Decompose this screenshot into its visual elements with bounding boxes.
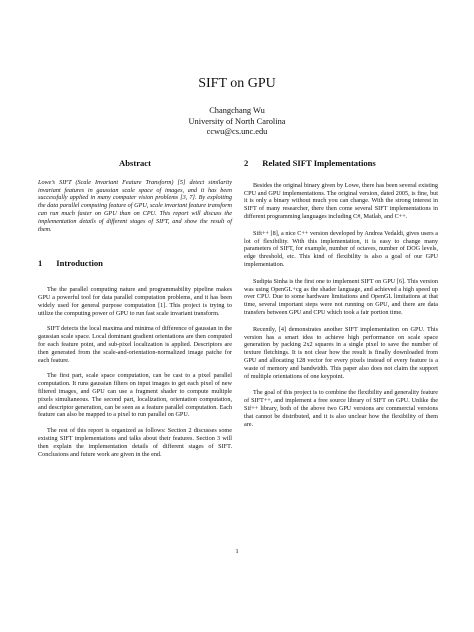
author-affiliation: University of North Carolina [188, 116, 286, 126]
section-2-paragraph: Recently, [4] demonstrates another SIFT implementation on GPU. This version has a smart idea to achieve high performance on scale space generation by packing 2x2 squares in a single pixel to save the number of texture fletchings. It is not clear how the result is finally downloaded from GPU and allocating 128 vector for every pixels instead of every feature is a waste of memory and bandwidth. This paper also does not claim the support of multiple orientations of one keypoint. [244, 325, 438, 380]
section-2-number: 2 [244, 158, 249, 168]
section-2-title: Related SIFT Implementations [262, 158, 376, 168]
abstract-text: Lowe’s SIFT (Scale Invariant Feature Transform) [5] detect similarity invariant features in gaussian scale space of images, and it has been successfully applied in many computer vision problems [3, 7]. By exploiting the data parallel computing feature of GPU, scale invariant feature transform can run much faster on GPU than on CPU. This report will discuss the implementation details of different stages of SIFT, and show the result of them. [38, 178, 232, 233]
section-1-paragraph: The the parallel computing nature and programmability pipeline makes GPU a powerful tool for data parallel computation problems, and it has been widely used for general purpose computation [1]. This project is trying to utilize the computing power of GPU to run fast scale invariant transform. [38, 286, 232, 317]
section-1-paragraph: The rest of this report is organized as follows: Section 2 discusses some existing SIFT implementations and talks about their features. Section 3 will then explain the implementation details of different stages of SIFT. Conclusions and future work are given in the end. [38, 427, 232, 458]
left-column [38, 160, 232, 466]
page-number: 1 [235, 548, 239, 555]
section-2-heading [244, 160, 438, 168]
author-name: Changchang Wu [209, 106, 265, 115]
section-1-heading [38, 260, 232, 268]
abstract-heading: Abstract [119, 158, 151, 168]
author-email: ccwu@cs.unc.edu [206, 127, 268, 136]
right-column [244, 160, 438, 437]
section-1-title: Introduction [56, 258, 103, 269]
section-1-paragraph: SIFT detects the local maxima and minima of difference of gaussian in the gaussian scale space. Local dominant gradient orientations are then computed for each feature point, and sub-pixel localization is applied. Descriptors are then generated from the scale-and-orientation-normalized image patche for each feature. [38, 325, 232, 364]
section-2-paragraph: The goal of this project is to combine the flexibility and generality feature of SIFT++, and implement a free source library of SIFT on GPU. Unlike the Sif++ library, both of the above two GPU versions are commercial versions that cannot be distributed, and it is also unclear how the flexibility of them are. [244, 389, 438, 428]
section-2-paragraph: Besides the original binary given by Lowe, there has been several existing CPU and GPU implementations. The original version, dated 2005, is fine, but it is only a binary without much you can change. With the strong interest in SIFT of many researcher, there then come several SIFT implementations in different programming languages including C#, Matlab, and C++. [244, 181, 438, 220]
paper-title: SIFT on GPU [198, 76, 276, 91]
section-1-number: 1 [38, 258, 43, 269]
section-2-paragraph: Sudipta Sinha is the first one to implement SIFT on GPU [6]. This version was using OpenGL+cg as the shader language, and achieved a high speed up over CPU. Due to some hardware limitations and OpenGL limitations at that time, several important steps were not running on GPU, and there are data transfers between GPU and CPU which took a fair portion time. [244, 277, 438, 316]
section-1-paragraph: The first part, scale space computation, can be cast to a pixel parallel computation. It runs gaussian filters on input images to get each pixel of new filtered images, and GPU can use a fragment shader to compute multiple pixels simultaneous. The second part, localization, orientation computation, and descriptor generation, can be seen as a feature parallel computation. Each feature can also be mapped to a pixel to run parallel on GPU. [38, 372, 232, 419]
section-2-paragraph: Sift++ [8], a nice C++ version developed by Andrea Vedaldi, gives users a lot of flexibility. With this implementation, it is easy to change many parameters of SIFT, for example, number of octaves, number of DOG levels, edge threshold, etc. This kind of flexibility is also a goal of our GPU implementation. [244, 229, 438, 268]
author-block [0, 106, 474, 138]
